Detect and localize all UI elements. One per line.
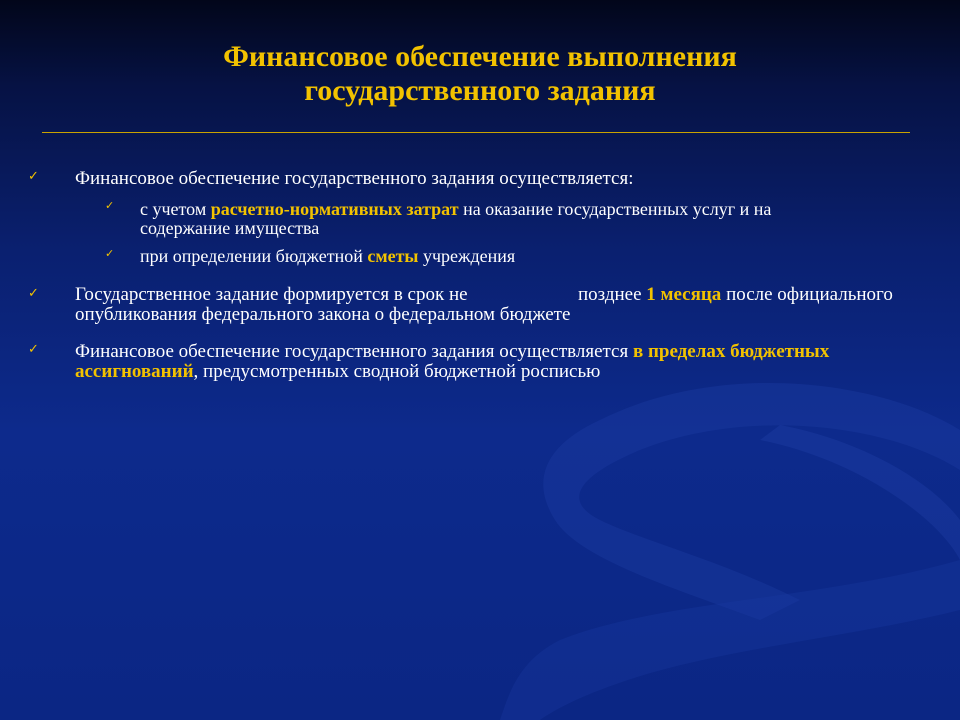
sub-bullet-1-1-highlight: расчетно-нормативных затрат xyxy=(210,199,459,219)
bullet-1-text: Финансовое обеспечение государственного задания осуществляется: xyxy=(75,168,634,189)
bullet-2-line-2: опубликования федерального закона о федеральном бюджете xyxy=(75,304,571,325)
bullet-3-prefix: Финансовое обеспечение государственного задания осуществляется xyxy=(75,341,633,362)
bullet-2-line-1-start: Государственное задание формируется в срок не xyxy=(75,284,468,305)
sub-bullet-1-1 xyxy=(140,200,771,238)
bullet-3 xyxy=(75,342,829,382)
bullet-2-highlight: 1 месяца xyxy=(646,284,722,305)
sub-bullet-1-1-prefix: с учетом xyxy=(140,199,211,219)
sub-bullet-1-1-suffix: на оказание государственных услуг и на xyxy=(458,199,772,219)
sub-bullet-1-1-line-2: содержание имущества xyxy=(140,218,320,238)
slide-title-line-1: Финансовое обеспечение выполнения xyxy=(223,40,737,73)
sub-bullet-1-2-suffix: учреждения xyxy=(418,246,516,266)
checkmark-icon: ✓ xyxy=(28,286,39,301)
checkmark-icon: ✓ xyxy=(28,169,39,184)
bullet-3-highlight-1: в пределах бюджетных xyxy=(632,341,830,362)
slide-title xyxy=(40,40,920,108)
bullet-2-line-1-end xyxy=(578,285,893,305)
checkmark-icon: ✓ xyxy=(105,247,115,260)
title-divider xyxy=(42,132,910,133)
sub-bullet-1-2-prefix: при определении бюджетной xyxy=(140,246,368,266)
bullet-2-mid: позднее xyxy=(578,284,647,305)
sub-bullet-1-2 xyxy=(140,247,515,266)
bullet-2-suffix: после официального xyxy=(721,284,893,305)
bullet-3-highlight-2: ассигнований xyxy=(75,361,194,382)
checkmark-icon: ✓ xyxy=(28,342,39,357)
checkmark-icon: ✓ xyxy=(105,199,115,212)
sub-bullet-1-2-highlight: сметы xyxy=(367,246,419,266)
bullet-3-suffix: , предусмотренных сводной бюджетной росписью xyxy=(193,361,601,382)
slide-title-line-2: государственного задания xyxy=(304,74,656,107)
